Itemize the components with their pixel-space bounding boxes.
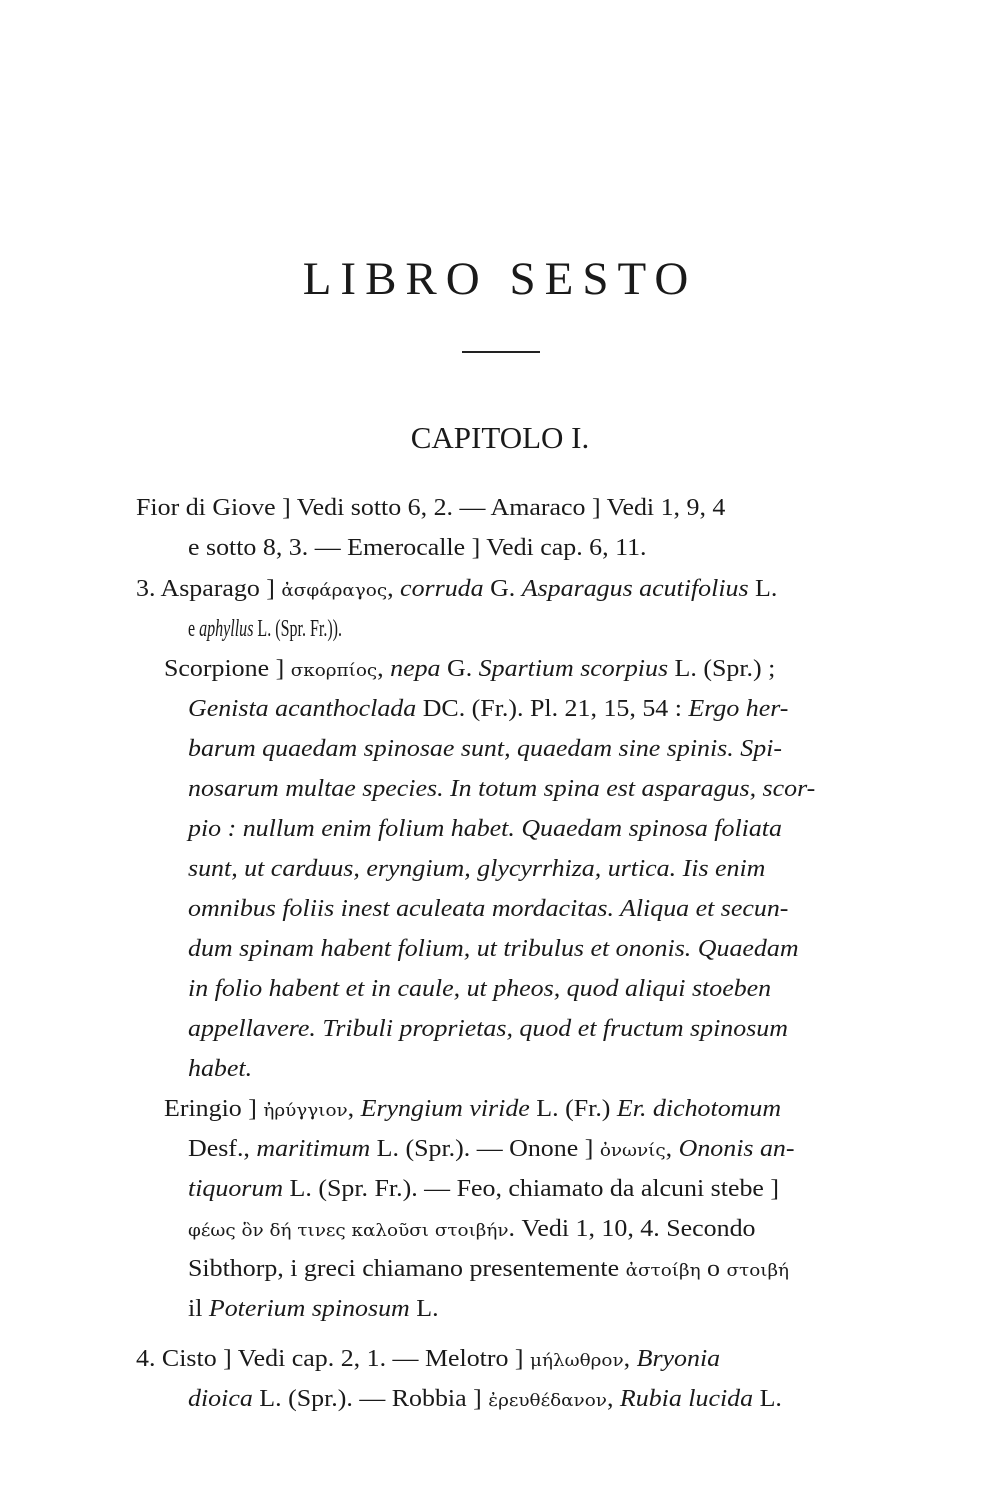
text-line: [188, 774, 815, 804]
text-segment: Fior di Giove ] Vedi sotto 6, 2. — Amaraco ] Vedi 1, 9, 4: [136, 495, 726, 521]
text-line: [188, 1134, 795, 1166]
italic-term: aphyllus: [199, 616, 254, 642]
greek-term: ὀνωνίς: [599, 1141, 666, 1161]
text-segment: L. (Spr.). — Onone ]: [370, 1136, 600, 1162]
text-segment: DC. (Fr.). Pl. 21, 15, 54 :: [416, 696, 689, 722]
italic-term: pio : nullum enim folium habet. Quaedam spinosa foliata: [188, 816, 782, 842]
italic-term: nosarum multae species. In totum spina est asparagus, scor-: [188, 776, 816, 802]
italic-term: Bryonia: [636, 1346, 721, 1372]
italic-term: tiquorum: [188, 1176, 284, 1202]
text-segment: ,: [387, 576, 401, 602]
text-segment: ,: [623, 1346, 637, 1372]
greek-term: σκορπίος: [290, 661, 378, 681]
italic-term: in folio habent et in caule, ut pheos, quod aliqui stoeben: [188, 976, 772, 1002]
text-line: [136, 1344, 720, 1376]
italic-term: Ononis an-: [678, 1136, 795, 1162]
text-line: [188, 614, 342, 644]
greek-term: ἐρευθέδανον: [488, 1391, 607, 1411]
text-line: [136, 493, 725, 523]
text-segment: G.: [440, 656, 479, 682]
text-line: [188, 854, 765, 884]
text-segment: ,: [377, 656, 391, 682]
italic-term: appellavere. Tribuli proprietas, quod et fructum spinosum: [188, 1016, 788, 1042]
text-line: [164, 1094, 781, 1126]
text-segment: L.: [748, 576, 778, 602]
greek-term: ἀσφάραγος: [281, 581, 388, 601]
text-line: [188, 1054, 252, 1084]
text-segment: 3. Asparago ]: [136, 576, 282, 602]
text-line: [188, 1254, 789, 1286]
text-segment: L. (Spr. Fr.)).: [253, 616, 343, 642]
text-line: [188, 814, 782, 844]
text-segment: . Vedi 1, 10, 4. Secondo: [508, 1216, 756, 1242]
text-segment: L. (Spr.). — Robbia ]: [252, 1386, 489, 1412]
greek-term: μήλωθρον: [530, 1351, 624, 1371]
italic-term: corruda: [400, 576, 484, 602]
text-line: [164, 654, 775, 686]
text-segment: L.: [409, 1296, 439, 1322]
italic-term: Ergo her-: [688, 696, 789, 722]
greek-term: στοιβή: [726, 1261, 790, 1281]
text-segment: ,: [606, 1386, 620, 1412]
italic-term: nepa: [390, 656, 441, 682]
text-line: [188, 694, 788, 724]
text-line: [188, 1294, 439, 1324]
text-segment: o: [700, 1256, 727, 1282]
text-line: [188, 934, 799, 964]
text-segment: L. (Spr. Fr.). — Feo, chiamato da alcuni stebe ]: [283, 1176, 780, 1202]
text-segment: il: [188, 1296, 209, 1322]
chapter-title: CAPITOLO I.: [410, 420, 590, 455]
text-segment: L.: [753, 1386, 782, 1412]
greek-term: φέως ὃν δή τινες καλοῦσι στοιβήν: [188, 1221, 509, 1241]
italic-term: Asparagus acutifolius: [521, 576, 749, 602]
text-segment: 4. Cisto ] Vedi cap. 2, 1. — Melotro ]: [136, 1346, 531, 1372]
italic-term: omnibus foliis inest aculeata mordacitas. Aliqua et secun-: [188, 896, 789, 922]
italic-term: dioica: [188, 1386, 253, 1412]
text-segment: Scorpione ]: [164, 656, 291, 682]
greek-term: ἠρύγγιον: [263, 1101, 348, 1121]
italic-term: Er. dichotomum: [616, 1096, 782, 1122]
italic-term: Eryngium viride: [360, 1096, 530, 1122]
text-segment: L. (Spr.) ;: [668, 656, 776, 682]
italic-term: Poterium spinosum: [208, 1296, 410, 1322]
text-line: [188, 1174, 779, 1204]
text-line: [188, 1214, 756, 1246]
text-segment: L. (Fr.): [529, 1096, 617, 1122]
text-line: [188, 1014, 788, 1044]
italic-term: maritimum: [256, 1136, 371, 1162]
italic-term: Spartium scorpius: [478, 656, 669, 682]
text-line: [188, 894, 788, 924]
italic-term: Genista acanthoclada: [188, 696, 417, 722]
text-segment: e sotto 8, 3. — Emerocalle ] Vedi cap. 6, 11.: [188, 535, 647, 561]
text-segment: ,: [347, 1096, 361, 1122]
text-line: [188, 533, 647, 563]
text-line: [188, 734, 782, 764]
text-segment: Sibthorp, i greci chiamano presentemente: [188, 1256, 626, 1282]
italic-term: sunt, ut carduus, eryngium, glycyrrhiza, urtica. Iis enim: [188, 856, 766, 882]
text-line: [188, 1384, 782, 1416]
italic-term: barum quaedam spinosae sunt, quaedam sine spinis. Spi-: [188, 736, 782, 762]
italic-term: Rubia lucida: [619, 1386, 754, 1412]
text-segment: G.: [483, 576, 522, 602]
book-title: LIBRO SESTO: [302, 253, 698, 305]
text-line: [136, 574, 777, 606]
title-rule: [462, 351, 540, 353]
text-segment: ,: [665, 1136, 679, 1162]
greek-term: ἀστοίβη: [625, 1261, 701, 1281]
text-line: [188, 974, 771, 1004]
text-segment: Desf.,: [188, 1136, 257, 1162]
text-segment: Eringio ]: [164, 1096, 264, 1122]
italic-term: habet.: [188, 1056, 253, 1082]
text-segment: e: [188, 616, 200, 642]
italic-term: dum spinam habent folium, ut tribulus et ononis. Quaedam: [188, 936, 799, 962]
